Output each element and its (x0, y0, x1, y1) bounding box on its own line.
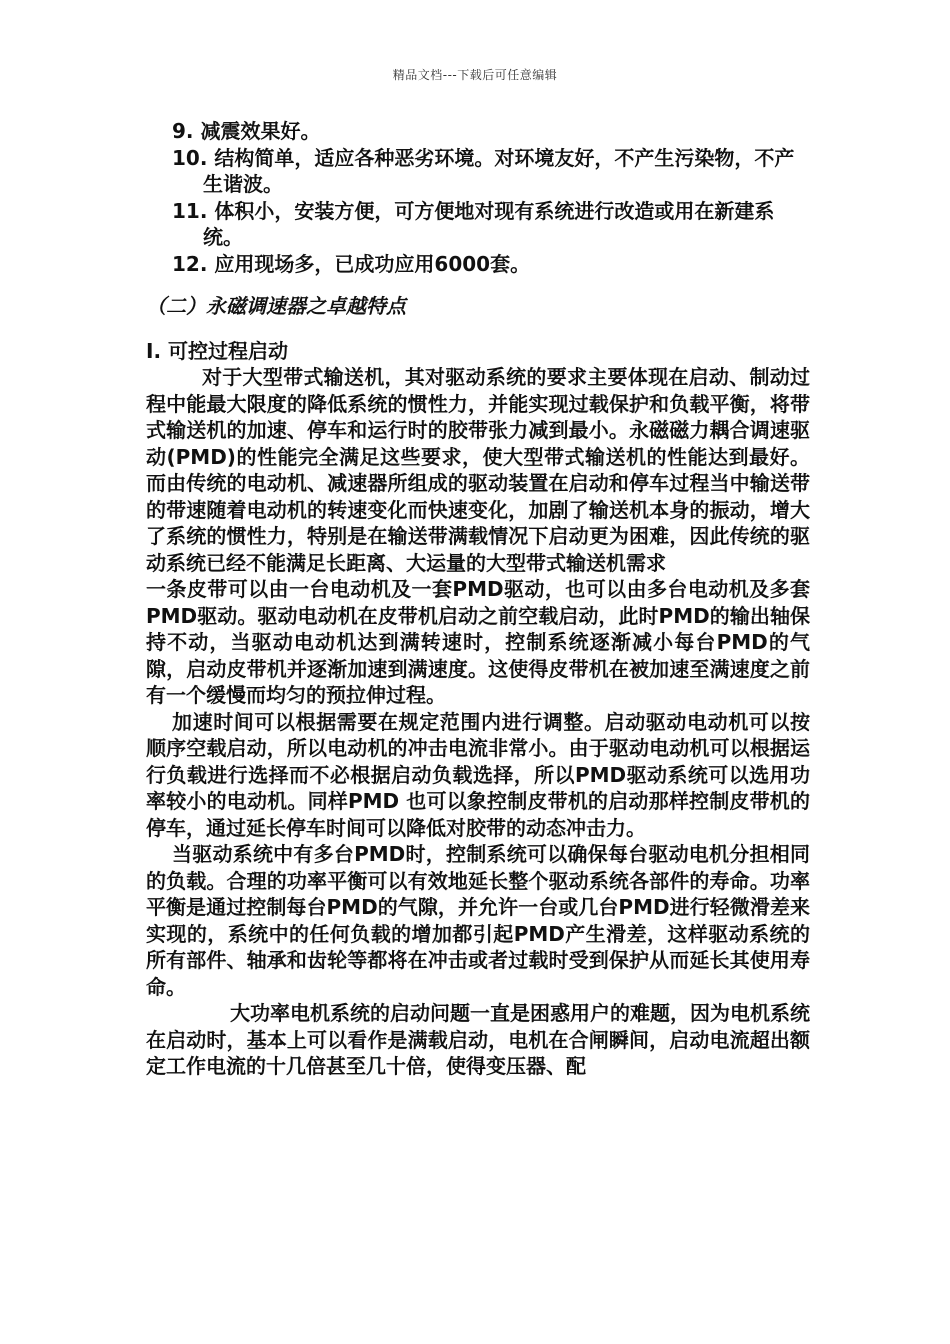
list-text: 结构简单，适应各种恶劣环境。对环境友好，不产生污染物，不产生谐波。 (203, 145, 795, 196)
subsection-title: I. 可控过程启动 (146, 338, 289, 363)
list-item (172, 145, 810, 198)
paragraph: 对于大型带式输送机，其对驱动系统的要求主要体现在启动、制动过程中能最大限度的降低系统的惯性力，并能实现过载保护和负载平衡，将带式输送机的加速、停车和运行时的胶带张力减到最小。永磁磁力耦合调速驱动(PMD)的性能完全满足这些要求，使大型带式输送机的性能达到最好。而由传统的电动机、减速器所组成的驱动装置在启动和停车过程当中输送带的带速随着电动机的转速变化而快速变化，加剧了输送机本身的振动，增大了系统的惯性力，特别是在输送带满载情况下启动更为困难，因此传统的驱动系统已经不能满足长距离、大运量的大型带式输送机需求 (146, 365, 810, 575)
section-title: （二）永磁调速器之卓越特点 (146, 294, 406, 318)
list-item (172, 251, 810, 278)
list-number: 11. (172, 198, 208, 223)
paragraph: 一条皮带可以由一台电动机及一套PMD驱动，也可以由多台电动机及多套PMD驱动。驱动电动机在皮带机启动之前空载启动，此时PMD的输出轴保持不动，当驱动电动机达到满转速时，控制系统逐渐减小每台PMD的气隙，启动皮带机并逐渐加速到满速度。这使得皮带机在被加速至满速度之前有一个缓慢而均匀的预拉伸过程。 (146, 577, 810, 707)
list-text: 减震效果好。 (200, 119, 321, 143)
list-text: 体积小，安装方便，可方便地对现有系统进行改造或用在新建系统。 (203, 198, 775, 249)
list-number: 12. (172, 251, 208, 276)
paragraph: 大功率电机系统的启动问题一直是困惑用户的难题，因为电机系统在启动时，基本上可以看作是满载启动，电机在合闸瞬间，启动电流超出额定工作电流的十几倍甚至几十倍，使得变压器、配 (146, 1001, 810, 1078)
list-number: 10. (172, 145, 208, 170)
list-text: 应用现场多，已成功应用6000套。 (214, 251, 531, 276)
list-item (172, 198, 810, 251)
list-item (172, 118, 810, 145)
page-header: 精品文档---下载后可任意编辑 (392, 68, 558, 82)
document-body (146, 118, 810, 1080)
paragraph: 加速时间可以根据需要在规定范围内进行调整。启动驱动电动机可以按顺序空载启动，所以电动机的冲击电流非常小。由于驱动电动机可以根据运行负载进行选择而不必根据启动负载选择，所以PMD驱动系统可以选用功率较小的电动机。同样PMD 也可以象控制皮带机的启动那样控制皮带机的停车，通过延长停车时间可以降低对胶带的动态冲击力。 (146, 709, 810, 840)
list-number: 9. (172, 119, 194, 143)
paragraph: 当驱动系统中有多台PMD时，控制系统可以确保每台驱动电机分担相同的负载。合理的功率平衡可以有效地延长整个驱动系统各部件的寿命。功率平衡是通过控制每台PMD的气隙，并允许一台或几台PMD进行轻微滑差来实现的，系统中的任何负载的增加都引起PMD产生滑差，这样驱动系统的所有部件、轴承和齿轮等都将在冲击或者过载时受到保护从而延长其使用寿命。 (146, 842, 810, 999)
